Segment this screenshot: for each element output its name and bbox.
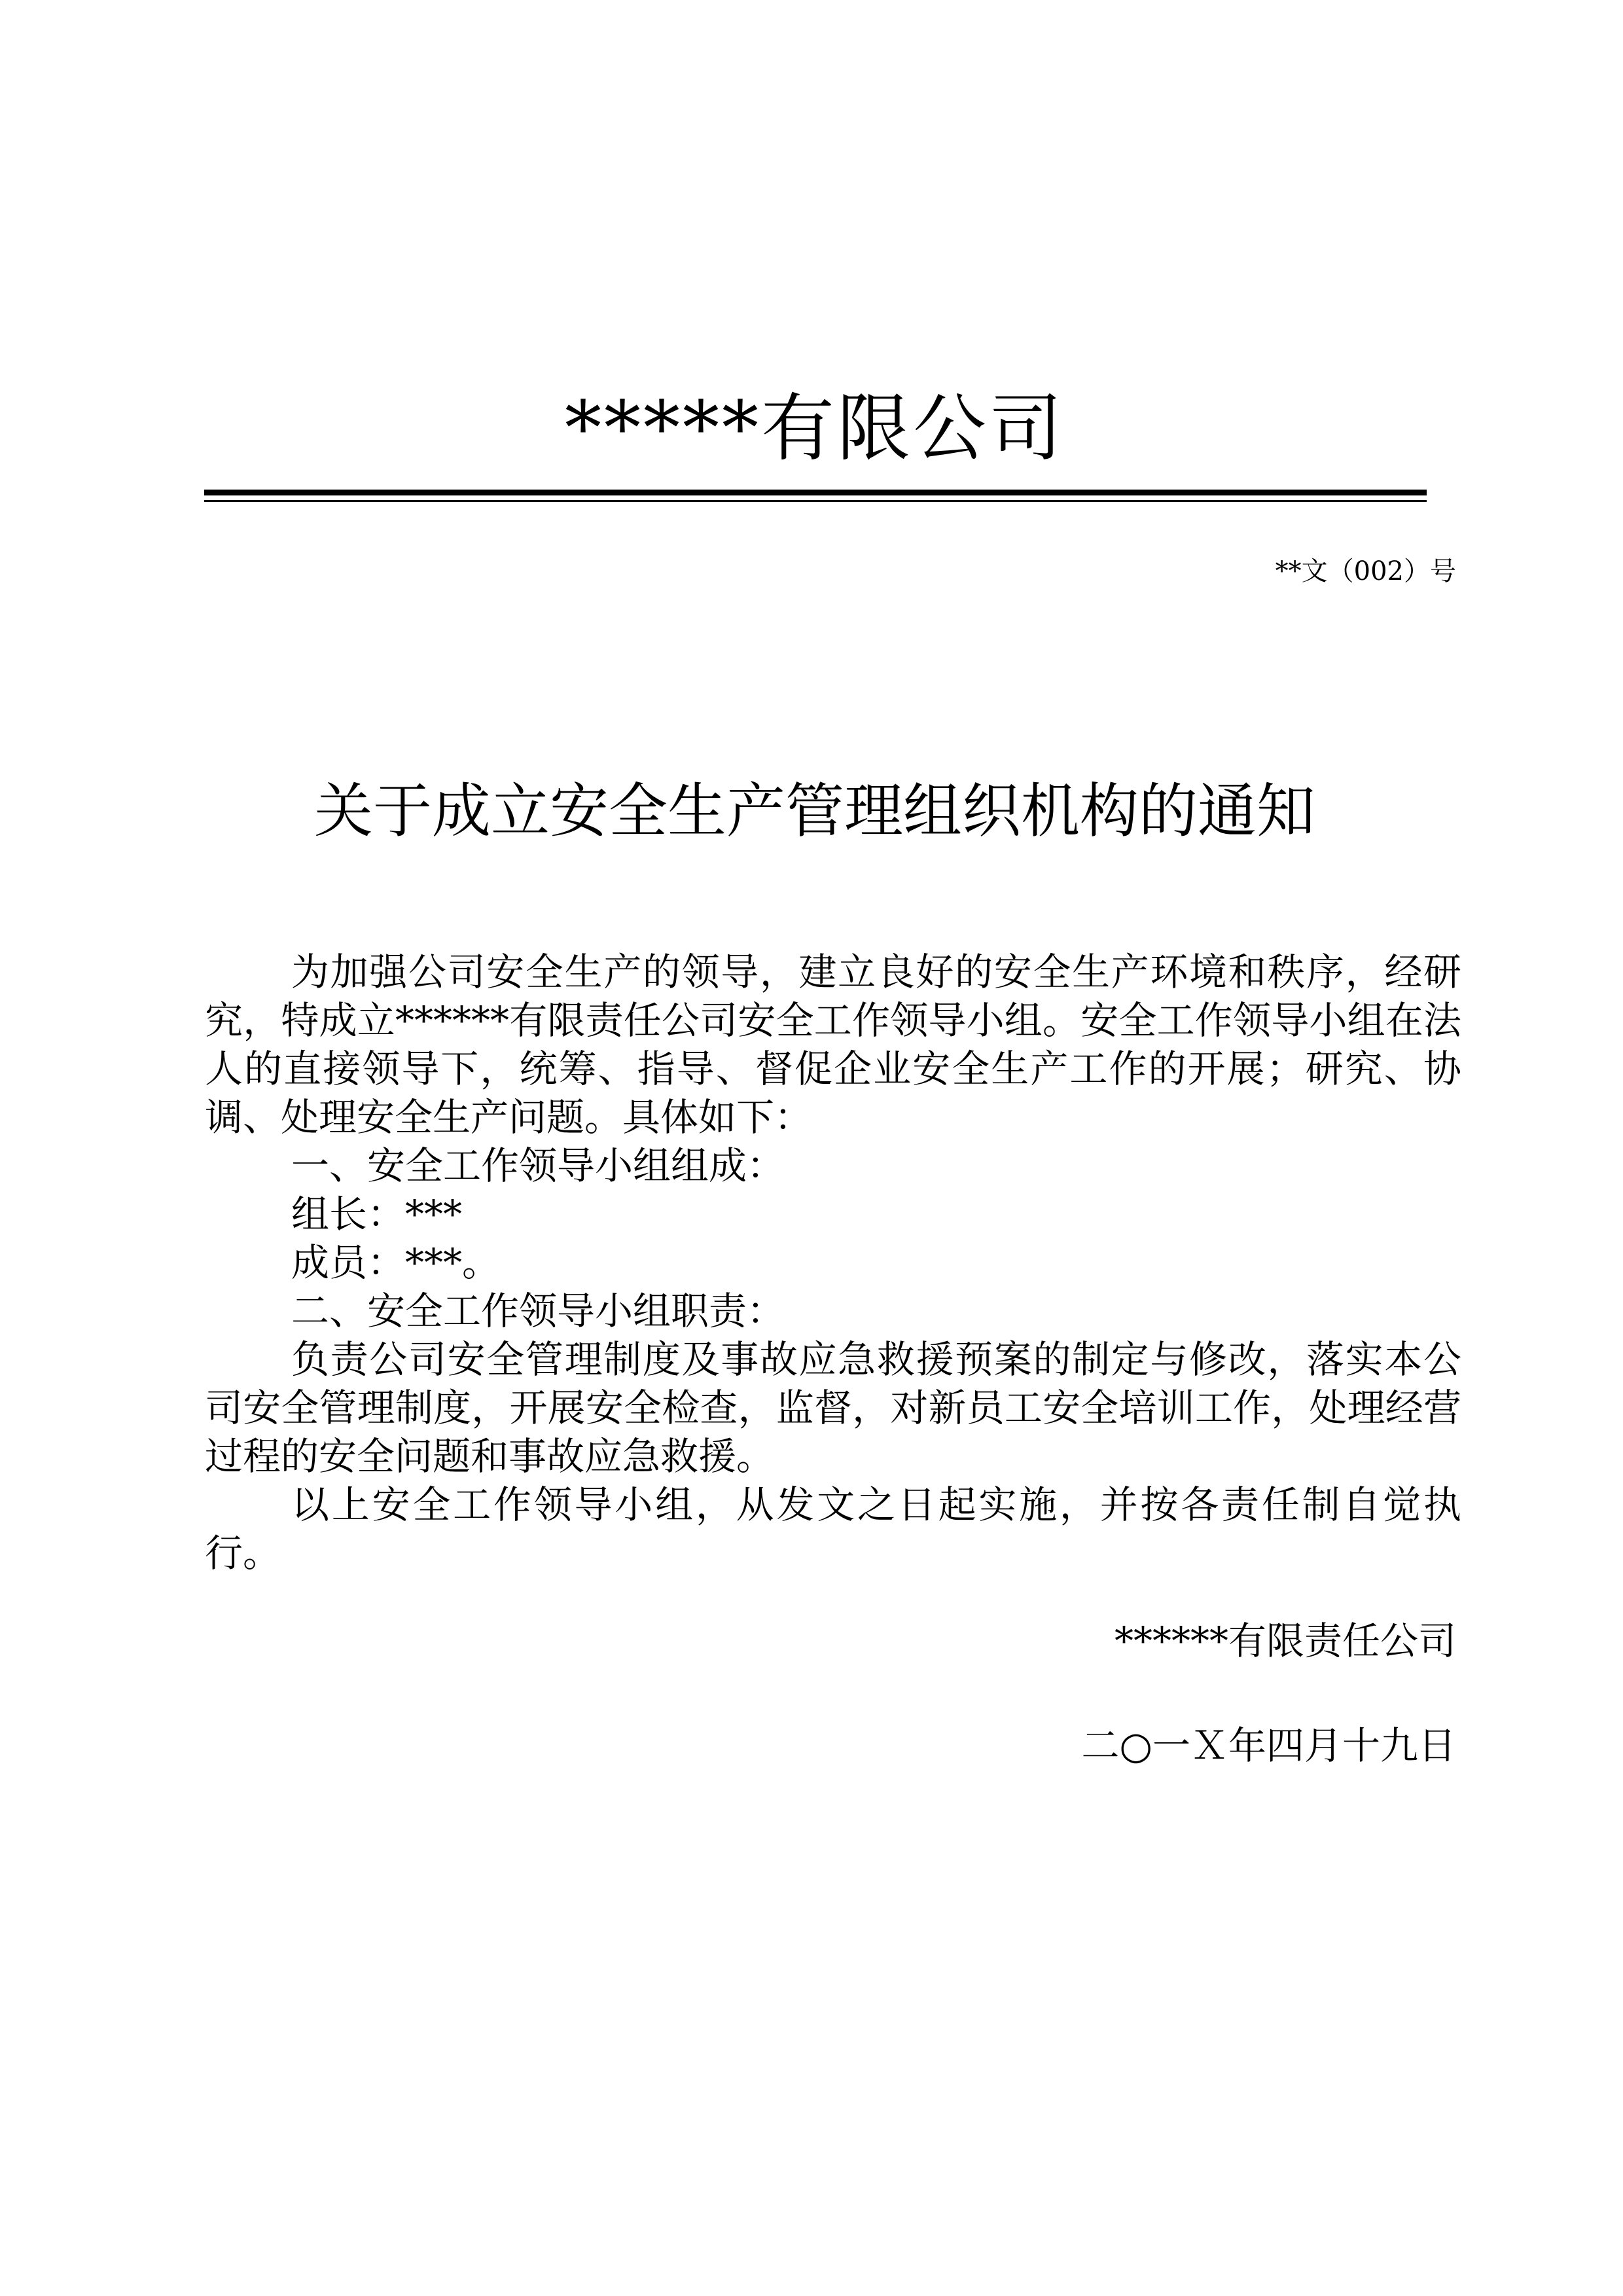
document-number: **文（002）号 [1275,556,1456,586]
body-paragraph-section-1-heading: 一、安全工作领导小组组成： [291,1143,785,1188]
signature-organization: ******有限责任公司 [1114,1619,1456,1663]
body-paragraph-closing: 以上安全工作领导小组，从发文之日起实施，并按各责任制自觉执行。 [205,1482,1461,1575]
document-title: 关于成立安全生产管理组织机构的通知 [314,777,1315,846]
document-date: 二○一Ｘ年四月十九日 [1081,1723,1456,1768]
body-paragraph-section-2-heading: 二、安全工作领导小组职责： [291,1289,785,1333]
body-paragraph-leader: 组长：*** [291,1192,463,1236]
document-body [205,948,1461,1577]
organization-header: *****有限公司 [565,386,1065,471]
header-rule-thin [204,500,1427,502]
body-paragraph-intro: 为加强公司安全生产的领导，建立良好的安全生产环境和秩序，经研究，特成立******有限责任公司安全工作领导小组。安全工作领导小组在法人的直接领导下，统筹、指导、督促企业安全生产工作的开展；研究、协调、处理安全生产问题。具体如下： [205,950,1461,1139]
header-rule-thick [204,490,1427,495]
body-paragraph-members: 成员：***。 [291,1240,501,1285]
body-paragraph-duties: 负责公司安全管理制度及事故应急救援预案的制定与修改，落实本公司安全管理制度，开展安全检查，监督，对新员工安全培训工作，处理经营过程的安全问题和事故应急救援。 [205,1337,1461,1479]
